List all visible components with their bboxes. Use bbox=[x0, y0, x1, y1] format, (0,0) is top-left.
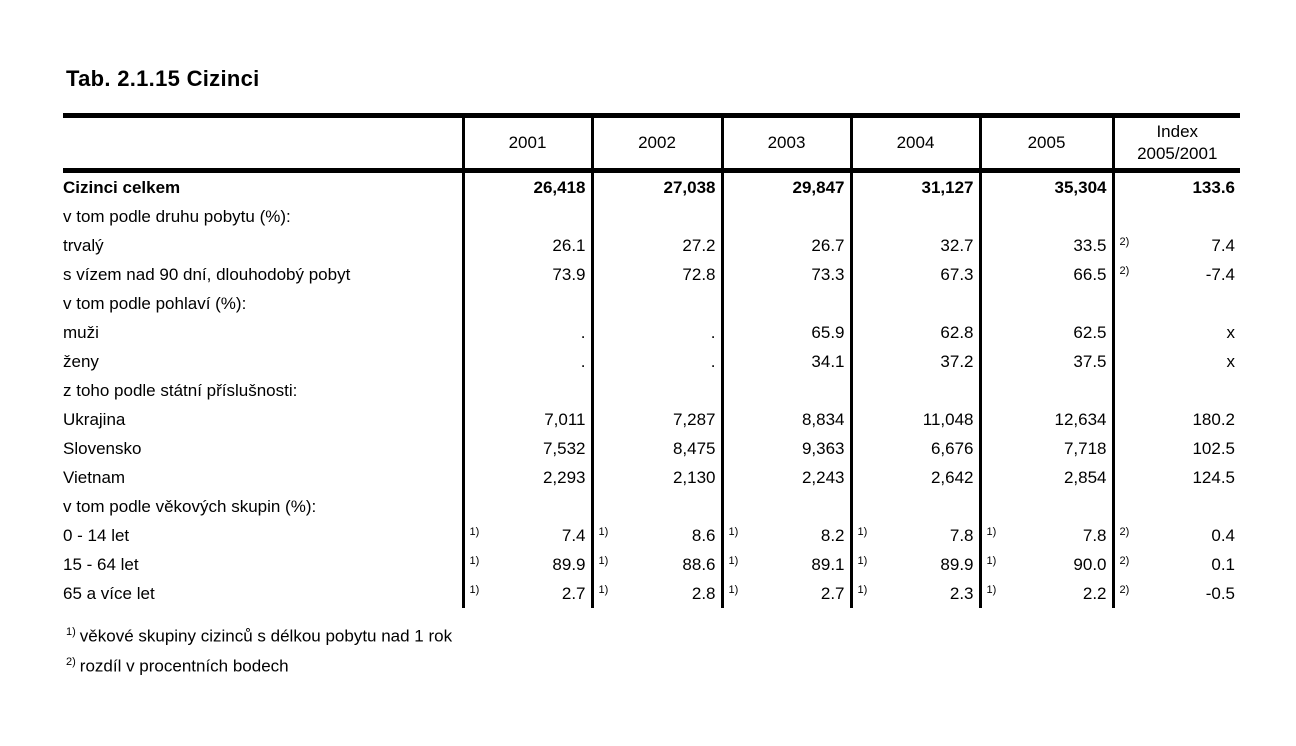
cell-footnote-marker: 1) bbox=[986, 555, 997, 567]
cell-footnote-marker: 1) bbox=[728, 526, 739, 538]
cell-value: 2.8 bbox=[691, 583, 716, 603]
row-label: z toho podle státní příslušnosti: bbox=[63, 380, 298, 400]
value-cell bbox=[463, 434, 592, 463]
header-row bbox=[63, 116, 1240, 171]
cell-value: 35,304 bbox=[1054, 177, 1107, 197]
value-cell bbox=[851, 434, 980, 463]
row-label: Slovensko bbox=[63, 438, 142, 458]
foreigners-table bbox=[63, 113, 1240, 608]
value-cell bbox=[1113, 289, 1240, 318]
cell-value: . bbox=[710, 322, 716, 342]
cell-value: . bbox=[580, 322, 586, 342]
cell-value: 27.2 bbox=[682, 235, 716, 255]
value-cell bbox=[592, 492, 722, 521]
cell-value: 7.8 bbox=[1082, 525, 1107, 545]
cell-value: 32.7 bbox=[940, 235, 974, 255]
table-row bbox=[63, 318, 1240, 347]
cell-value: 2.7 bbox=[561, 583, 586, 603]
row-label: 65 a více let bbox=[63, 583, 155, 603]
cell-value: 2,854 bbox=[1063, 467, 1107, 487]
value-cell bbox=[463, 405, 592, 434]
value-cell bbox=[1113, 202, 1240, 231]
value-cell bbox=[722, 434, 851, 463]
value-cell bbox=[722, 405, 851, 434]
table-header bbox=[63, 116, 1240, 171]
value-cell bbox=[592, 318, 722, 347]
value-cell bbox=[463, 579, 592, 608]
value-cell bbox=[463, 171, 592, 203]
value-cell bbox=[980, 550, 1113, 579]
row-label: 15 - 64 let bbox=[63, 554, 139, 574]
cell-value: 7.4 bbox=[561, 525, 586, 545]
header-index-line2: 2005/2001 bbox=[1137, 144, 1218, 163]
value-cell bbox=[1113, 376, 1240, 405]
value-cell bbox=[1113, 521, 1240, 550]
value-cell bbox=[722, 550, 851, 579]
value-cell bbox=[851, 347, 980, 376]
cell-footnote-marker: 1) bbox=[857, 555, 868, 567]
cell-value: . bbox=[580, 351, 586, 371]
footnote-1-marker: 1) bbox=[66, 626, 76, 638]
value-cell bbox=[851, 231, 980, 260]
value-cell bbox=[722, 202, 851, 231]
cell-value: 2,642 bbox=[930, 467, 974, 487]
cell-footnote-marker: 1) bbox=[857, 526, 868, 538]
cell-footnote-marker: 1) bbox=[986, 526, 997, 538]
cell-footnote-marker: 1) bbox=[857, 584, 868, 596]
row-label: v tom podle druhu pobytu (%): bbox=[63, 206, 291, 226]
value-cell bbox=[851, 260, 980, 289]
header-2003: 2003 bbox=[722, 116, 851, 171]
table-row bbox=[63, 550, 1240, 579]
value-cell bbox=[463, 521, 592, 550]
cell-value: 2,130 bbox=[672, 467, 716, 487]
value-cell bbox=[980, 260, 1113, 289]
cell-value: 90.0 bbox=[1073, 554, 1107, 574]
value-cell bbox=[592, 405, 722, 434]
value-cell bbox=[722, 171, 851, 203]
table-row bbox=[63, 231, 1240, 260]
table-row bbox=[63, 579, 1240, 608]
cell-value: 12,634 bbox=[1054, 409, 1107, 429]
cell-footnote-marker: 1) bbox=[986, 584, 997, 596]
value-cell bbox=[722, 231, 851, 260]
cell-value: 89.9 bbox=[552, 554, 586, 574]
cell-footnote-marker: 1) bbox=[598, 584, 609, 596]
cell-footnote-marker: 2) bbox=[1119, 265, 1130, 277]
value-cell bbox=[851, 405, 980, 434]
value-cell bbox=[980, 376, 1113, 405]
page-title: Tab. 2.1.15 Cizinci bbox=[66, 66, 260, 91]
row-label: v tom podle věkových skupin (%): bbox=[63, 496, 317, 516]
cell-value: 8,475 bbox=[672, 438, 716, 458]
cell-value: 89.9 bbox=[940, 554, 974, 574]
cell-value: 7,718 bbox=[1063, 438, 1107, 458]
value-cell bbox=[592, 463, 722, 492]
cell-value: 73.9 bbox=[552, 264, 586, 284]
cell-value: 7.4 bbox=[1211, 235, 1235, 255]
value-cell bbox=[592, 202, 722, 231]
value-cell bbox=[722, 347, 851, 376]
value-cell bbox=[980, 231, 1113, 260]
cell-value: 26.1 bbox=[552, 235, 586, 255]
value-cell bbox=[980, 347, 1113, 376]
value-cell bbox=[463, 463, 592, 492]
footnotes bbox=[66, 626, 452, 685]
value-cell bbox=[463, 347, 592, 376]
value-cell bbox=[980, 202, 1113, 231]
footnote-1 bbox=[66, 626, 452, 647]
cell-value: 88.6 bbox=[682, 554, 716, 574]
cell-value: 124.5 bbox=[1192, 467, 1235, 487]
header-2002: 2002 bbox=[592, 116, 722, 171]
row-label: ženy bbox=[63, 351, 99, 371]
value-cell bbox=[592, 521, 722, 550]
cell-value: -0.5 bbox=[1205, 583, 1235, 603]
value-cell bbox=[463, 231, 592, 260]
value-cell bbox=[592, 550, 722, 579]
cell-value: 7.8 bbox=[949, 525, 974, 545]
value-cell bbox=[851, 318, 980, 347]
cell-footnote-marker: 1) bbox=[469, 555, 480, 567]
cell-value: 8.2 bbox=[820, 525, 845, 545]
cell-value: 62.5 bbox=[1073, 322, 1107, 342]
cell-footnote-marker: 1) bbox=[598, 555, 609, 567]
footnote-2 bbox=[66, 656, 452, 677]
cell-value: 29,847 bbox=[792, 177, 845, 197]
cell-value: 2,293 bbox=[542, 467, 586, 487]
cell-footnote-marker: 2) bbox=[1119, 236, 1130, 248]
value-cell bbox=[1113, 347, 1240, 376]
cell-value: 27,038 bbox=[663, 177, 716, 197]
cell-value: 11,048 bbox=[922, 409, 974, 429]
cell-value: 2.7 bbox=[820, 583, 845, 603]
value-cell bbox=[1113, 260, 1240, 289]
cell-value: 37.5 bbox=[1073, 351, 1107, 371]
cell-value: 65.9 bbox=[811, 322, 845, 342]
row-label: 0 - 14 let bbox=[63, 525, 130, 545]
row-label: v tom podle pohlaví (%): bbox=[63, 293, 247, 313]
cell-value: 34.1 bbox=[811, 351, 845, 371]
header-empty-cell bbox=[63, 116, 463, 171]
cell-value: 8.6 bbox=[691, 525, 716, 545]
footnote-2-text: rozdíl v procentních bodech bbox=[79, 656, 289, 676]
cell-value: x bbox=[1226, 351, 1235, 371]
table-row bbox=[63, 202, 1240, 231]
cell-value: 37.2 bbox=[940, 351, 974, 371]
value-cell bbox=[851, 492, 980, 521]
table-body bbox=[63, 171, 1240, 609]
cell-value: 0.1 bbox=[1211, 554, 1235, 574]
value-cell bbox=[851, 550, 980, 579]
cell-value: 33.5 bbox=[1073, 235, 1107, 255]
value-cell bbox=[980, 434, 1113, 463]
header-2001: 2001 bbox=[463, 116, 592, 171]
cell-value: 7,532 bbox=[542, 438, 586, 458]
value-cell bbox=[722, 521, 851, 550]
value-cell bbox=[851, 376, 980, 405]
table-row bbox=[63, 171, 1240, 203]
table-row bbox=[63, 405, 1240, 434]
value-cell bbox=[980, 171, 1113, 203]
value-cell bbox=[980, 521, 1113, 550]
value-cell bbox=[592, 376, 722, 405]
value-cell bbox=[980, 318, 1113, 347]
table-row bbox=[63, 289, 1240, 318]
value-cell bbox=[722, 260, 851, 289]
value-cell bbox=[463, 550, 592, 579]
cell-footnote-marker: 2) bbox=[1119, 526, 1130, 538]
cell-footnote-marker: 1) bbox=[598, 526, 609, 538]
cell-value: 2,243 bbox=[801, 467, 845, 487]
cell-value: 72.8 bbox=[682, 264, 716, 284]
cell-footnote-marker: 1) bbox=[728, 555, 739, 567]
value-cell bbox=[851, 463, 980, 492]
value-cell bbox=[1113, 579, 1240, 608]
value-cell bbox=[592, 171, 722, 203]
row-label: trvalý bbox=[63, 235, 104, 255]
cell-value: 8,834 bbox=[801, 409, 845, 429]
cell-value: x bbox=[1226, 322, 1235, 342]
cell-value: 6,676 bbox=[930, 438, 974, 458]
value-cell bbox=[592, 347, 722, 376]
row-label: Vietnam bbox=[63, 467, 126, 487]
table-row bbox=[63, 521, 1240, 550]
value-cell bbox=[722, 376, 851, 405]
value-cell bbox=[592, 231, 722, 260]
value-cell bbox=[592, 579, 722, 608]
row-label: s vízem nad 90 dní, dlouhodobý pobyt bbox=[63, 264, 351, 284]
value-cell bbox=[980, 405, 1113, 434]
cell-value: 89.1 bbox=[811, 554, 845, 574]
value-cell bbox=[592, 434, 722, 463]
value-cell bbox=[722, 579, 851, 608]
row-label: Ukrajina bbox=[63, 409, 126, 429]
value-cell bbox=[722, 289, 851, 318]
value-cell bbox=[1113, 550, 1240, 579]
value-cell bbox=[1113, 318, 1240, 347]
cell-value: 0.4 bbox=[1211, 525, 1235, 545]
value-cell bbox=[851, 521, 980, 550]
header-2005: 2005 bbox=[980, 116, 1113, 171]
cell-value: 62.8 bbox=[940, 322, 974, 342]
cell-value: 180.2 bbox=[1192, 409, 1235, 429]
cell-value: 26.7 bbox=[811, 235, 845, 255]
table-row bbox=[63, 434, 1240, 463]
value-cell bbox=[980, 579, 1113, 608]
value-cell bbox=[463, 289, 592, 318]
value-cell bbox=[463, 202, 592, 231]
cell-value: 2.3 bbox=[949, 583, 974, 603]
value-cell bbox=[463, 318, 592, 347]
table-row bbox=[63, 347, 1240, 376]
footnote-1-text: věkové skupiny cizinců s délkou pobytu nad 1 rok bbox=[79, 626, 453, 646]
value-cell bbox=[1113, 171, 1240, 203]
value-cell bbox=[980, 463, 1113, 492]
value-cell bbox=[980, 492, 1113, 521]
value-cell bbox=[851, 289, 980, 318]
cell-footnote-marker: 1) bbox=[469, 526, 480, 538]
value-cell bbox=[592, 289, 722, 318]
value-cell bbox=[1113, 492, 1240, 521]
value-cell bbox=[980, 289, 1113, 318]
value-cell bbox=[851, 579, 980, 608]
header-2004: 2004 bbox=[851, 116, 980, 171]
value-cell bbox=[722, 492, 851, 521]
cell-value: 67.3 bbox=[940, 264, 974, 284]
header-index bbox=[1113, 116, 1240, 171]
cell-footnote-marker: 2) bbox=[1119, 555, 1130, 567]
table-row bbox=[63, 492, 1240, 521]
value-cell bbox=[463, 492, 592, 521]
value-cell bbox=[722, 463, 851, 492]
cell-value: 9,363 bbox=[801, 438, 845, 458]
value-cell bbox=[1113, 231, 1240, 260]
table-row bbox=[63, 376, 1240, 405]
table-row bbox=[63, 463, 1240, 492]
value-cell bbox=[463, 376, 592, 405]
value-cell bbox=[463, 260, 592, 289]
value-cell bbox=[1113, 405, 1240, 434]
cell-value: 31,127 bbox=[921, 177, 974, 197]
value-cell bbox=[1113, 434, 1240, 463]
footnote-2-marker: 2) bbox=[66, 655, 76, 668]
table-row bbox=[63, 260, 1240, 289]
header-index-line1: Index bbox=[1156, 121, 1199, 141]
row-label: muži bbox=[63, 322, 99, 342]
value-cell bbox=[851, 202, 980, 231]
cell-value: 2.2 bbox=[1082, 583, 1107, 603]
cell-value: . bbox=[710, 351, 716, 371]
cell-value: 66.5 bbox=[1073, 264, 1107, 284]
cell-value: 133.6 bbox=[1192, 177, 1235, 197]
cell-value: 7,287 bbox=[672, 409, 716, 429]
cell-footnote-marker: 2) bbox=[1119, 584, 1130, 596]
cell-footnote-marker: 1) bbox=[728, 584, 739, 596]
cell-value: 26,418 bbox=[533, 177, 586, 197]
value-cell bbox=[851, 171, 980, 203]
cell-footnote-marker: 1) bbox=[469, 584, 480, 596]
value-cell bbox=[1113, 463, 1240, 492]
cell-value: -7.4 bbox=[1205, 264, 1235, 284]
row-label: Cizinci celkem bbox=[63, 177, 181, 197]
cell-value: 73.3 bbox=[811, 264, 845, 284]
value-cell bbox=[592, 260, 722, 289]
value-cell bbox=[722, 318, 851, 347]
cell-value: 7,011 bbox=[544, 409, 586, 429]
cell-value: 102.5 bbox=[1192, 438, 1235, 458]
